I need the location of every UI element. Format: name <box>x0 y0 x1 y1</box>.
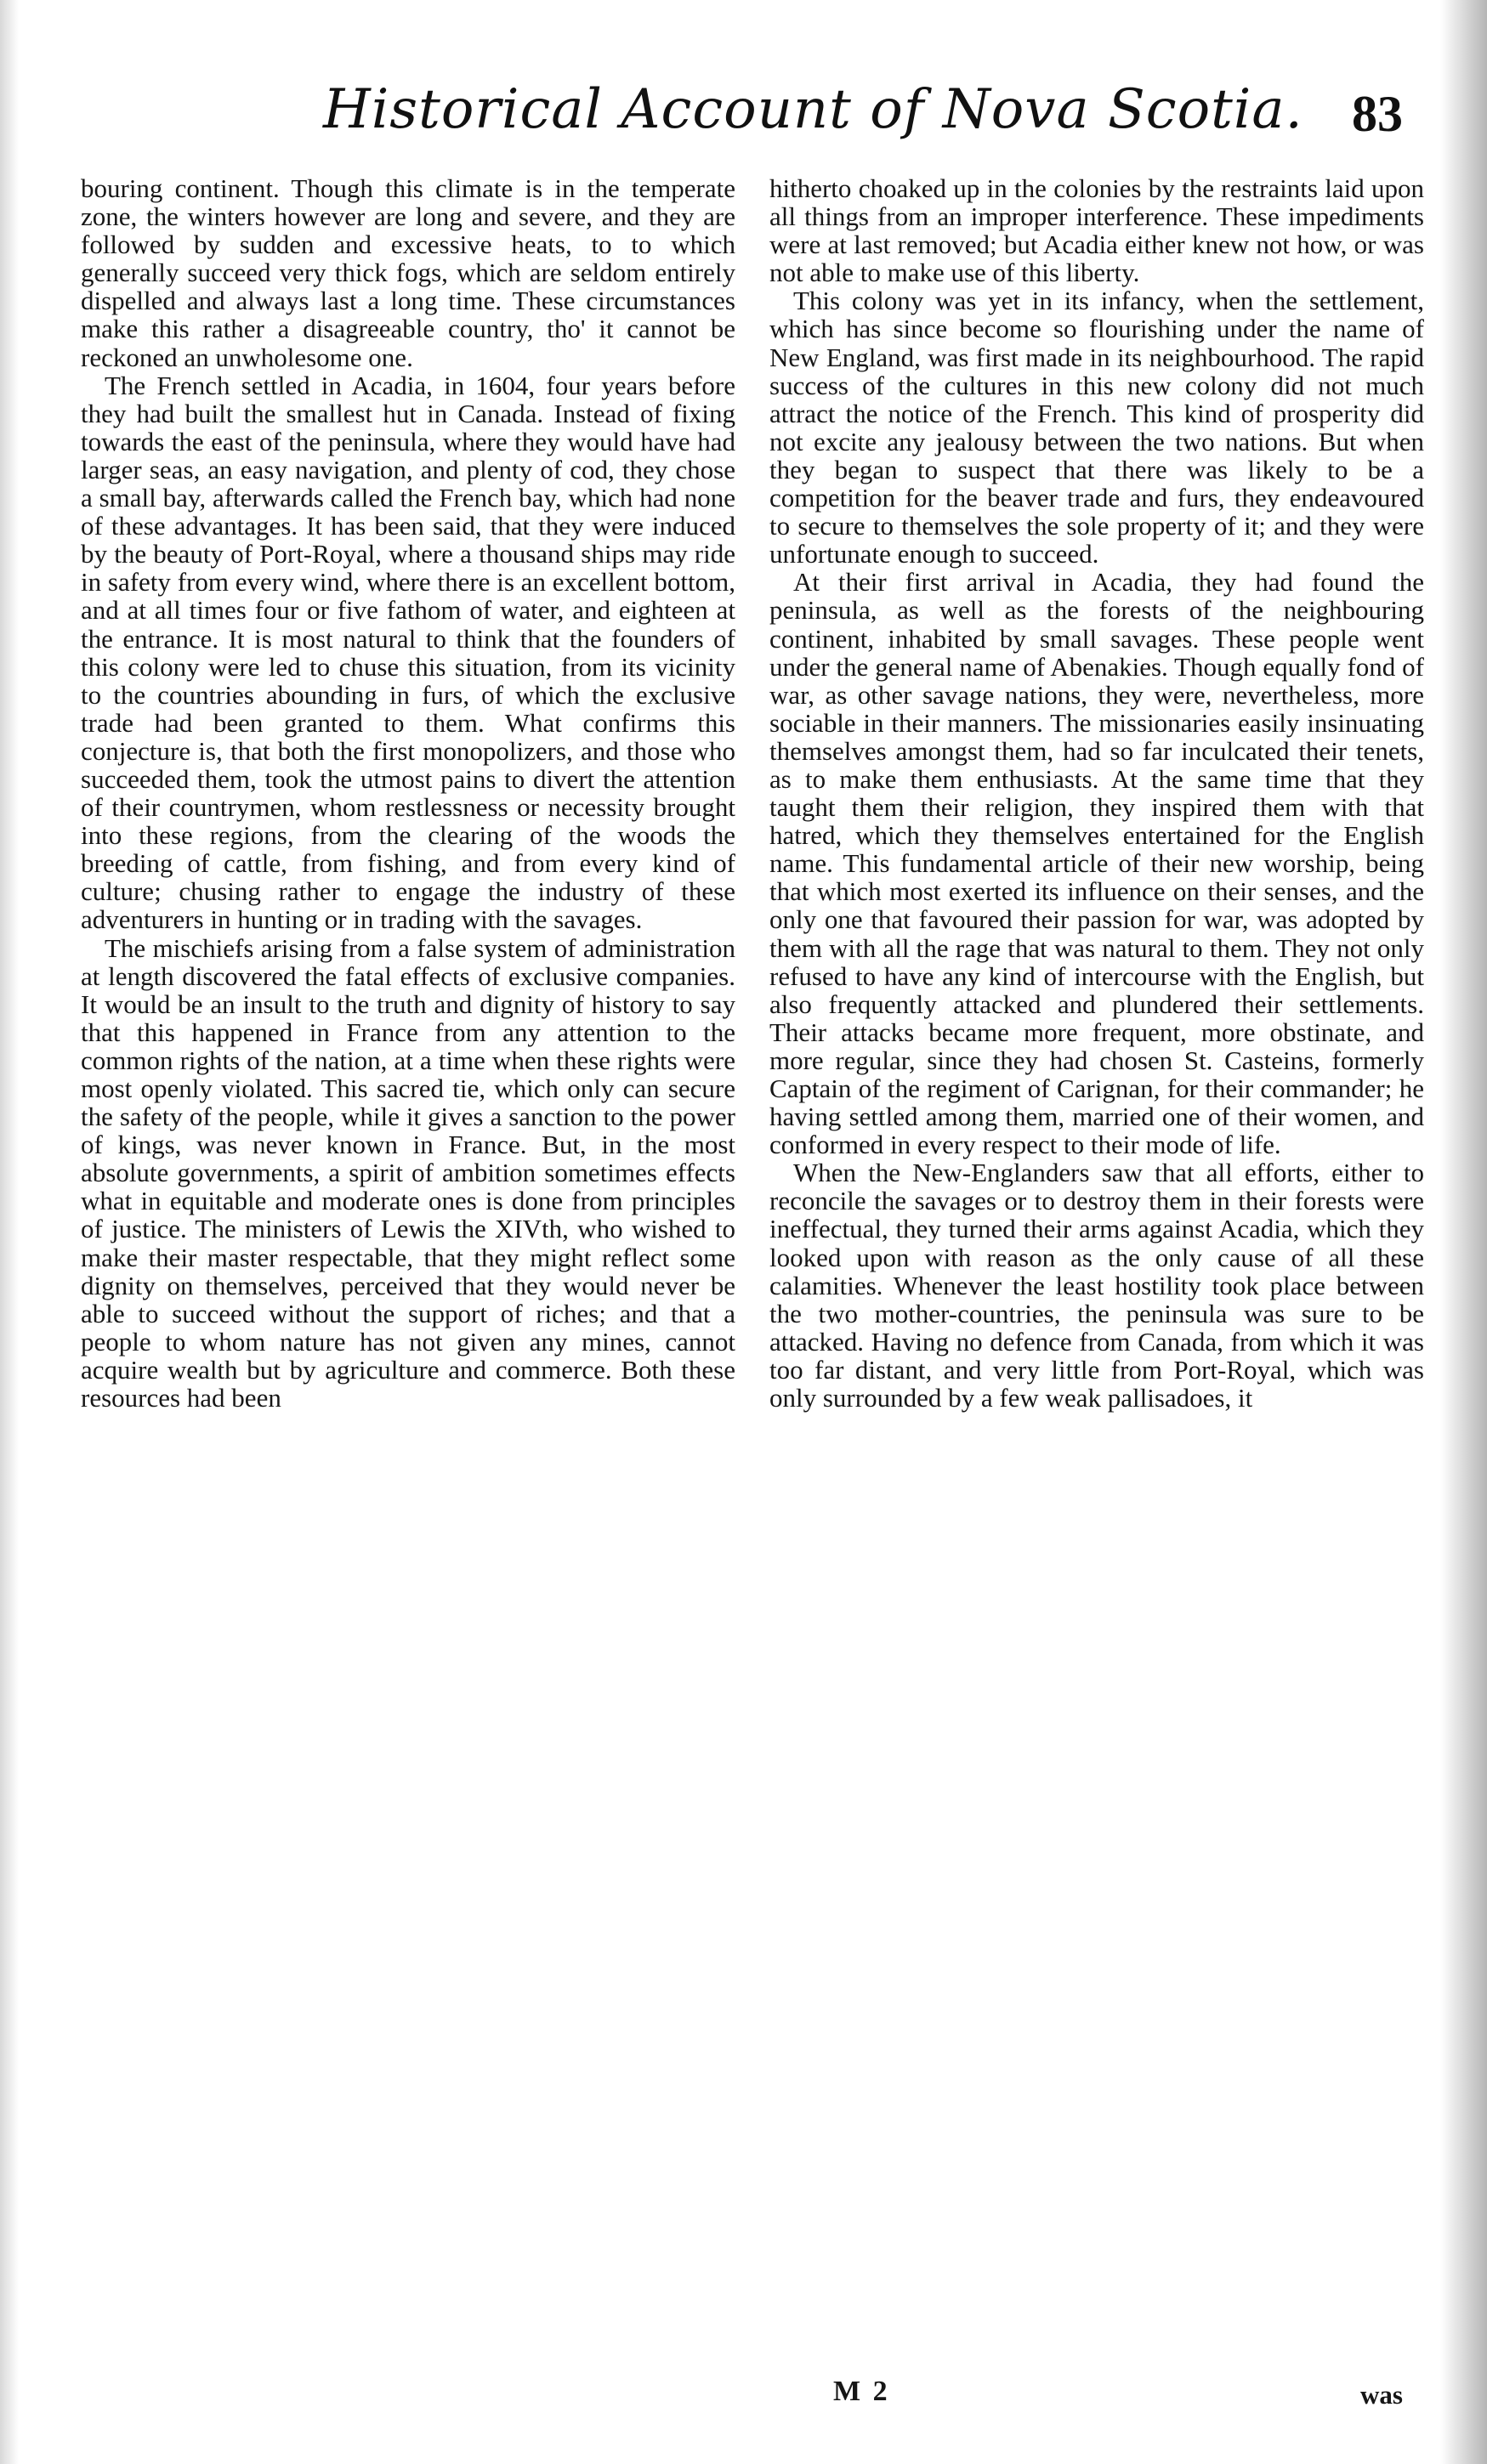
paragraph: bouring continent. Though this climate is in the temperate zone, the winters however are long and severe, and they are followed by sudden and excessive heats, to to which generally succeed very thick fogs, which are seldom entirely dispelled and always last a long time. These circumstances make this rather a disagreeable country, tho' it cannot be reckoned an unwholesome one. <box>81 173 735 372</box>
signature-mark: M 2 <box>833 2376 890 2407</box>
left-column <box>81 174 735 1412</box>
running-title: Historical Account of Nova Scotia. <box>323 78 1303 141</box>
paragraph: At their first arrival in Acadia, they had found the peninsula, as well as the forests of the neighbouring continent, inhabited by small savages. These people went under the general name of Abenakies. Though equally fond of war, as other savage nations, they were, nevertheless, more sociable in their manners. The missionaries easily insinuating themselves amongst them, had so far inculcated their tenets, as to make them enthusiasts. At the same time that they taught them their religion, they inspired them with that hatred, which they themselves entertained for the English name. This fundamental article of their new worship, being that which most exerted its influence on their senses, and the only one that favoured their passion for war, was adopted by them with all the rage that was natural to them. They not only refused to have any kind of intercourse with the English, but also frequently attacked and plundered their settlements. Their attacks became more frequent, more obstinate, and more regular, since they had chosen St. Casteins, formerly Captain of the regiment of Carignan, for their commander; he having settled among them, married one of their women, and conformed in every respect to their mode of life. <box>769 567 1424 1160</box>
right-column <box>769 174 1424 1412</box>
paragraph: hitherto choaked up in the colonies by the restraints laid upon all things from an improper interference. These impediments were at last removed; but Acadia either knew not how, or was not able to make use of this liberty. <box>769 173 1424 288</box>
scan-edge-right <box>1440 0 1487 2464</box>
page-number: 83 <box>1352 86 1403 142</box>
paragraph: When the New-Englanders saw that all efforts, either to reconcile the savages or to destroy them in their forests were ineffectual, they turned their arms against Acadia, which they looked upon with reason as the only cause of all these calamities. Whenever the least hostility took place between the two mother-countries, the peninsula was sure to be attacked. Having no defence from Canada, from which it was too far distant, and very little from Port-Royal, which was only surrounded by a few weak pallisadoes, it <box>769 1158 1424 1413</box>
paragraph: The mischiefs arising from a false system of administration at length discovered the fatal effects of exclusive companies. It would be an insult to the truth and dignity of history to say that this happened in France from any attention to the common rights of the nation, at a time when these rights were most openly violated. This sacred tie, which only can secure the safety of the people, while it gives a sanction to the power of kings, was never known in France. But, in the most absolute governments, a spirit of ambition sometimes effects what in equitable and moderate ones is done from principles of justice. The ministers of Lewis the XIVth, who wished to make their master respectable, that they might reflect some dignity on themselves, perceived that they would never be able to succeed without the support of riches; and that a people to whom nature has not given any mines, cannot acquire wealth but by agriculture and commerce. Both these resources had been <box>81 932 735 1413</box>
catchword: was <box>1360 2380 1403 2410</box>
scan-edge-left <box>0 0 19 2464</box>
paragraph: This colony was yet in its infancy, when the settlement, which has since become so flourishing under the name of New England, was first made in its neighbourhood. The rapid success of the cultures in this new colony did not much attract the notice of the French. This kind of prosperity did not excite any jealousy between the two nations. But when they began to suspect that there was likely to be a competition for the beaver trade and furs, they endeavoured to secure to themselves the sole property of it; and they were unfortunate enough to succeed. <box>769 286 1424 569</box>
paragraph: The French settled in Acadia, in 1604, four years before they had built the smallest hut in Canada. Instead of fixing towards the east of the peninsula, where they would have had larger seas, an easy navigation, and plenty of cod, they chose a small bay, afterwards called the French bay, which had none of these advantages. It has been said, that they were induced by the beauty of Port-Royal, where a thousand ships may ride in safety from every wind, where there is an excellent bottom, and at all times four or five fathom of water, and eighteen at the entrance. It is most natural to think that the founders of this colony were led to chuse this situation, from its vicinity to the countries abounding in furs, of which the exclusive trade had been granted to them. What confirms this conjecture is, that both the first monopolizers, and those who succeeded them, took the utmost pains to divert the attention of their countrymen, whom restlessness or necessity brought into these regions, from the clearing of the woods the breeding of cattle, from fishing, and from every kind of culture; chusing rather to engage the industry of these adventurers in hunting or in trading with the savages. <box>81 370 735 935</box>
